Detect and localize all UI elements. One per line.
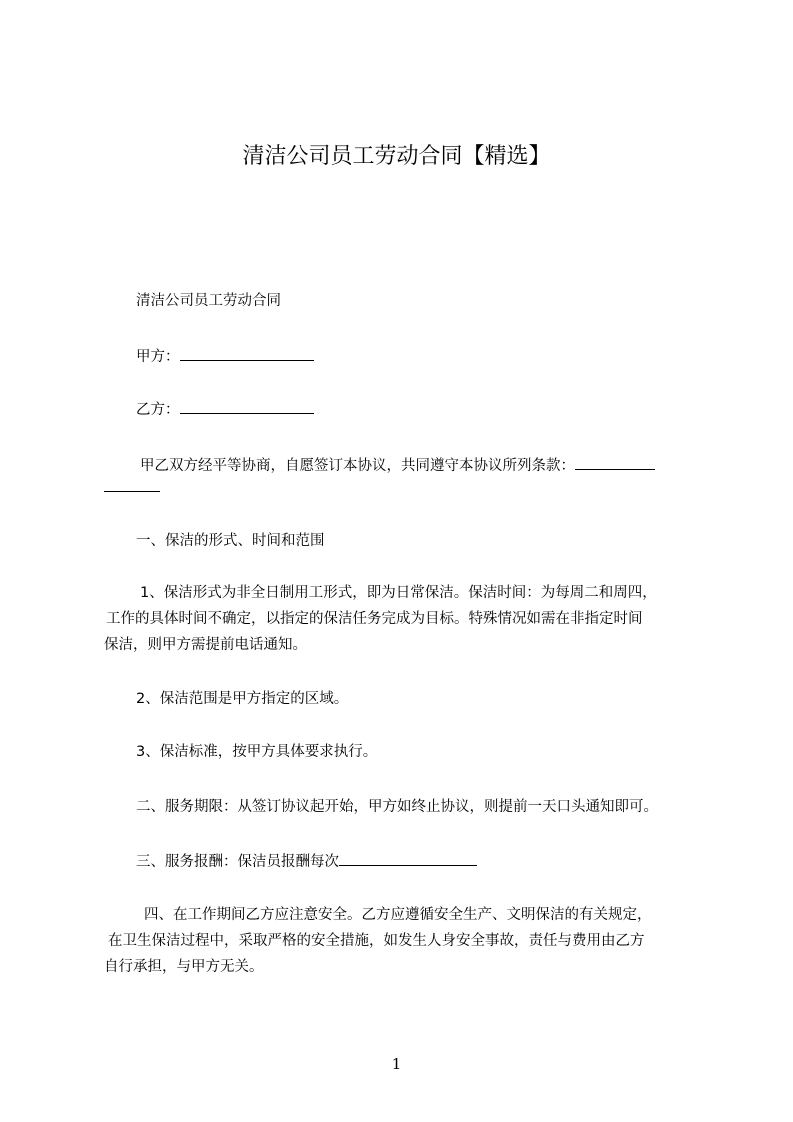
clause1-line2: 工作的具体时间不确定，以指定的保洁任务完成为目标。特殊情况如需在非指定时间 <box>106 611 643 627</box>
party-a-blank <box>180 346 314 361</box>
party-a-line <box>136 346 314 366</box>
clause1-line1: 1、保洁形式为非全日制用工形式，即为日常保洁。保洁时间：为每周二和周四， <box>140 585 657 601</box>
section1-heading: 一、保洁的形式、时间和范围 <box>136 533 325 549</box>
section4-line2: 在卫生保洁过程中，采取严格的安全措施，如发生人身安全事故，责任与费用由乙方 <box>108 933 645 949</box>
page-number: 1 <box>391 1055 402 1073</box>
section4-line3: 自行承担，与甲方无关。 <box>104 959 264 975</box>
intro-blank <box>575 455 655 470</box>
section4-line1: 四、在工作期间乙方应注意安全。乙方应遵循安全生产、文明保洁的有关规定， <box>144 907 652 923</box>
clause1-paragraph <box>104 580 704 658</box>
payment-blank <box>339 851 477 866</box>
contract-subtitle: 清洁公司员工劳动合同 <box>136 293 281 309</box>
intro-line <box>140 455 655 475</box>
section2: 二、服务期限：从签订协议起开始，甲方如终止协议，则提前一天口头通知即可。 <box>136 799 658 815</box>
party-b-label: 乙方： <box>136 402 180 418</box>
clause3: 3、保洁标准，按甲方具体要求执行。 <box>136 744 378 760</box>
clause2: 2、保洁范围是甲方指定的区域。 <box>136 691 349 707</box>
section4-paragraph <box>104 902 704 980</box>
party-b-line <box>136 399 314 419</box>
party-a-label: 甲方： <box>136 349 180 365</box>
clause1-line3: 保洁，则甲方需提前电话通知。 <box>104 637 307 653</box>
section3-line <box>136 851 477 871</box>
document-title: 清洁公司员工劳动合同【精选】 <box>242 144 551 169</box>
section3-text: 三、服务报酬：保洁员报酬每次 <box>136 854 339 870</box>
intro-text: 甲乙双方经平等协商，自愿签订本协议，共同遵守本协议所列条款： <box>140 458 575 474</box>
intro-blank-continued <box>104 477 160 492</box>
party-b-blank <box>180 399 314 414</box>
